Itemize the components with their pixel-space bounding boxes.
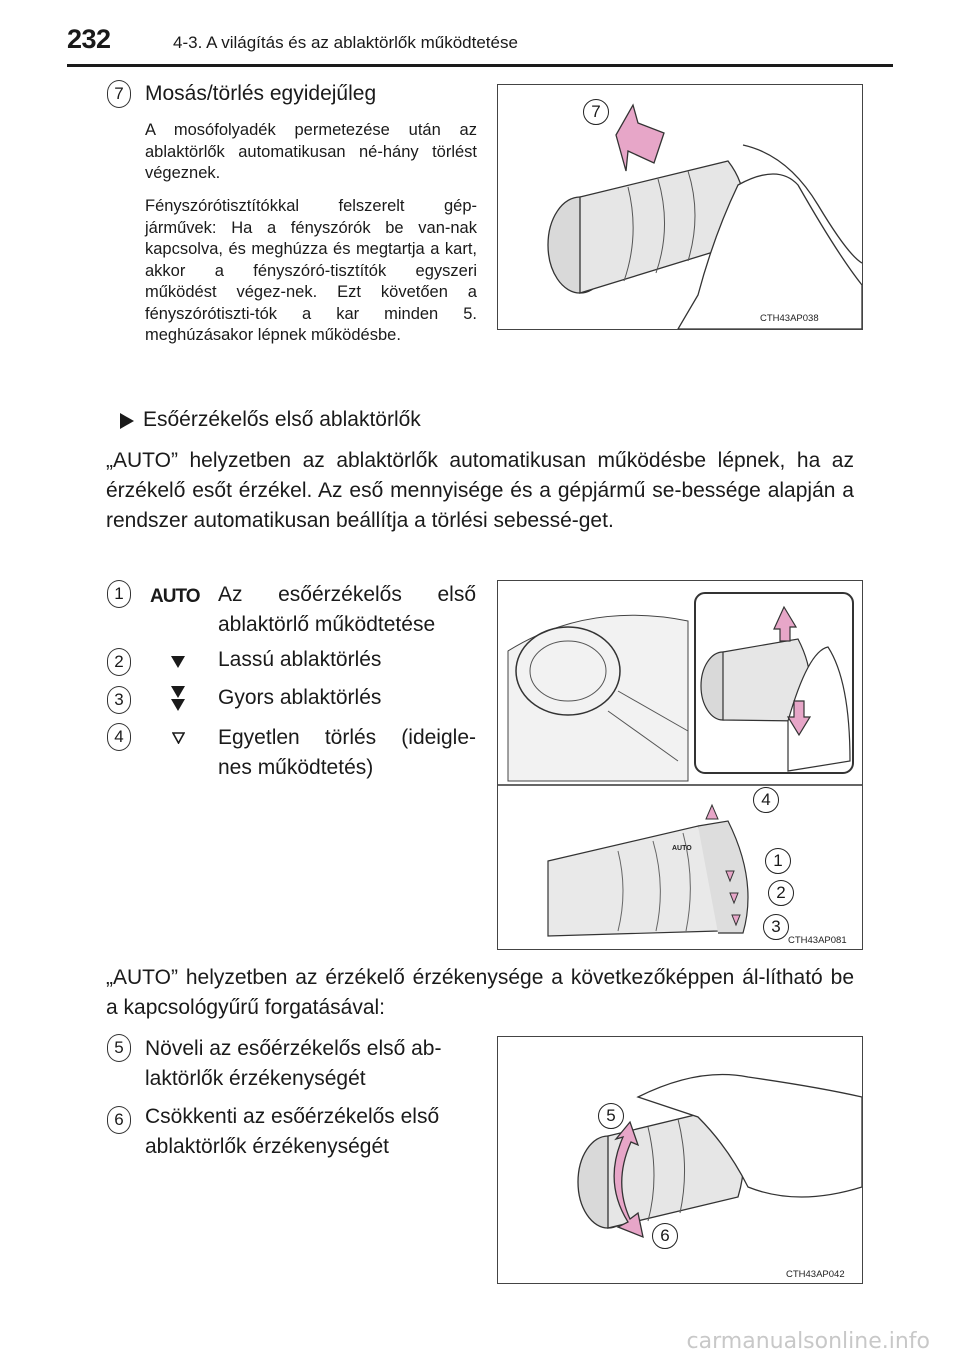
page-number: 232 xyxy=(67,24,111,54)
item-marker-2: 2 xyxy=(107,648,131,676)
section7-para1: A mosófolyadék permetezése után az ablaktörlők automatikusan né-hány törlést végeznek. xyxy=(145,121,477,182)
figure-rain-sensing xyxy=(497,580,863,950)
item-marker-5: 5 xyxy=(107,1034,131,1062)
item-5-label: Növeli az esőérzékelős első ab-laktörlők érzékenységét xyxy=(145,1037,442,1090)
wash-wipe-illustration xyxy=(498,85,862,329)
figure-callout-3: 3 xyxy=(763,914,789,940)
figure-callout-4: 4 xyxy=(753,787,779,813)
chapter-title: 4-3. A világítás és az ablaktörlők működtetése xyxy=(173,33,518,52)
stalk-auto-label: AUTO xyxy=(672,845,692,852)
sensitivity-ring-illustration xyxy=(498,1037,862,1283)
single-wipe-icon xyxy=(172,731,185,749)
fast-wipe-icon xyxy=(171,686,185,717)
header-rule xyxy=(67,64,893,67)
item-1-label-a: Az esőérzékelős első xyxy=(218,583,476,606)
item-3-label: Gyors ablaktörlés xyxy=(218,686,382,709)
figure-code: CTH43AP081 xyxy=(788,935,847,946)
triangle-bullet-icon xyxy=(120,413,134,434)
item-1-label-b: ablaktörlő működtetése xyxy=(218,613,436,636)
figure-callout-1: 1 xyxy=(765,848,791,874)
item-marker-3: 3 xyxy=(107,686,131,714)
item-4-label-a: Egyetlen törlés (ideigle- xyxy=(218,726,476,749)
section7-para2: Fényszórótisztítókkal felszerelt gép-járművek: Ha a fényszórók be van-nak kapcsolva, és meghúzza és megtartja a kart, akkor a fényszóró-tisztítók egyszeri működést végez-nek. Ezt követően a fényszórótiszti-tók a kar minden 5. meghúzásakor lépnek működésbe. xyxy=(145,197,477,344)
item-4-label-b: nes működtetés) xyxy=(218,756,374,779)
figure-callout-2: 2 xyxy=(768,880,794,906)
item-marker-6: 6 xyxy=(107,1106,131,1134)
figure-wash-wipe xyxy=(497,84,863,330)
figure-callout-7: 7 xyxy=(583,99,609,125)
rain-sensing-heading: Esőérzékelős első ablaktörlők xyxy=(143,408,421,431)
sensitivity-paragraph: „AUTO” helyzetben az érzékelő érzékenysége a következőképpen ál-lítható be a kapcsológyűrű forgatásával: xyxy=(106,966,854,1019)
figure-callout-6: 6 xyxy=(652,1223,678,1249)
slow-wipe-icon xyxy=(171,655,185,673)
figure-code: CTH43AP038 xyxy=(760,313,819,324)
rain-sensing-paragraph: „AUTO” helyzetben az ablaktörlők automatikusan működésbe lépnek, ha az érzékelő esőt érzékel. Az eső mennyisége és a gépjármű se-bessége alapján a rendszer automatikusan beállítja a törlési sebessé-get. xyxy=(106,449,854,532)
watermark: carmanualsonline.info xyxy=(686,1329,930,1354)
item-2-label: Lassú ablaktörlés xyxy=(218,648,382,671)
auto-symbol-icon: AUTO xyxy=(150,586,200,607)
figure-sensitivity xyxy=(497,1036,863,1284)
pull-arrow xyxy=(616,105,664,171)
item-marker-4: 4 xyxy=(107,723,131,751)
figure-code: CTH43AP042 xyxy=(786,1269,845,1280)
figure-callout-5: 5 xyxy=(598,1103,624,1129)
section7-title: Mosás/törlés egyidejűleg xyxy=(145,82,377,105)
item-marker-7: 7 xyxy=(107,80,131,108)
dashboard-stalk-illustration xyxy=(498,581,862,949)
item-6-label: Csökkenti az esőérzékelős első ablaktörlők érzékenységét xyxy=(145,1105,440,1158)
item-marker-1: 1 xyxy=(107,580,131,608)
